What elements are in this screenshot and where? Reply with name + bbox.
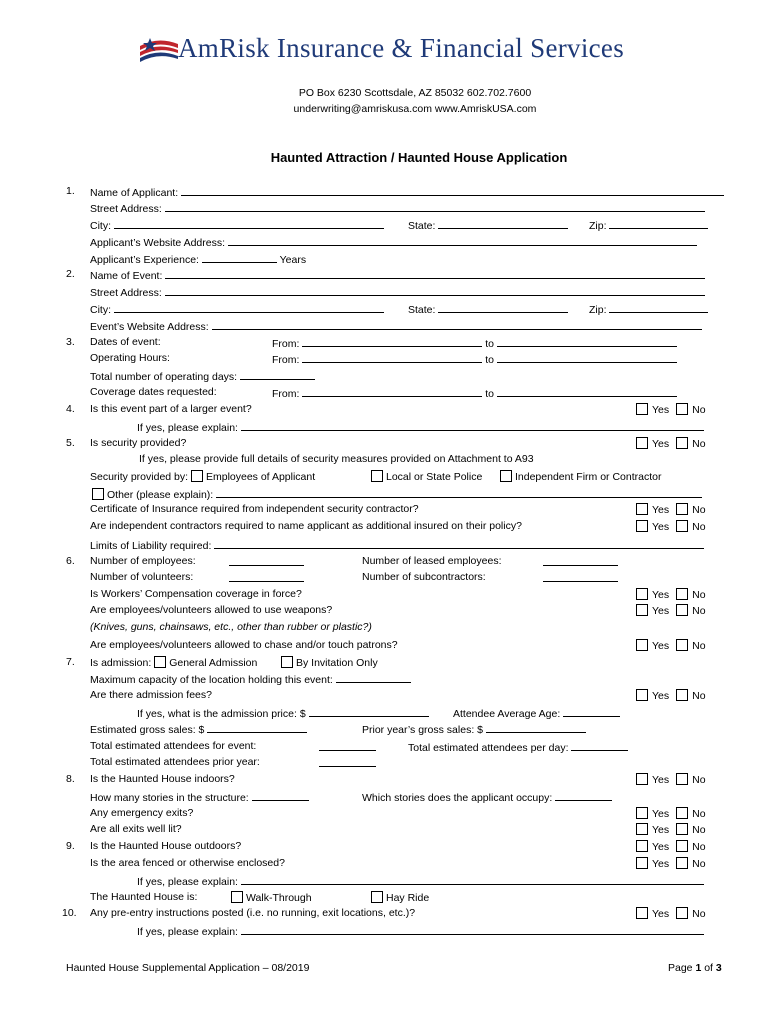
question-number: 9.: [66, 840, 75, 852]
q7-attendees-label: Total estimated attendees for event:: [90, 740, 257, 752]
yes-label: Yes: [652, 404, 670, 416]
q5-cert-label: Certificate of Insurance required from independent security contractor?: [90, 503, 419, 515]
no-label: No: [692, 841, 706, 853]
if-yes-explain-label: If yes, please explain:: [137, 422, 238, 434]
yes-checkbox[interactable]: [636, 520, 648, 532]
if-yes-explain-label: If yes, please explain:: [137, 876, 238, 888]
capacity-field[interactable]: [336, 672, 411, 683]
no-label: No: [692, 908, 706, 920]
yes-checkbox[interactable]: [636, 588, 648, 600]
event-date-from-field[interactable]: [302, 336, 482, 347]
question-number: 5.: [66, 437, 75, 449]
city-label: City:: [90, 304, 111, 316]
q1-experience-label: Applicant’s Experience:: [90, 254, 199, 266]
q2-website-label: Event’s Website Address:: [90, 321, 209, 333]
other-label: Other (please explain):: [107, 489, 214, 501]
q2-website-row: [90, 319, 702, 334]
q1-website-label: Applicant’s Website Address:: [90, 237, 226, 249]
q9-explain-field[interactable]: [241, 874, 704, 885]
state-label: State:: [408, 220, 436, 232]
no-checkbox[interactable]: [676, 639, 688, 651]
q6-chase-label: Are employees/volunteers allowed to chase and/or touch patrons?: [90, 639, 398, 651]
no-label: No: [692, 690, 706, 702]
question-number: 8.: [66, 773, 75, 785]
q2-street-row: [90, 285, 705, 300]
applicant-name-field[interactable]: [181, 185, 724, 196]
q10-explain-row: [137, 924, 704, 939]
q9-outdoors-label: Is the Haunted House outdoors?: [90, 840, 242, 852]
yes-checkbox[interactable]: [636, 807, 648, 819]
footer-title: Haunted House Supplemental Application – 08/2019: [66, 962, 310, 974]
gross-sales-field[interactable]: [207, 722, 307, 733]
q7-fees-label: Are there admission fees?: [90, 689, 212, 701]
q4-explain-field[interactable]: [241, 420, 704, 431]
q6-wc-label: Is Workers’ Compensation coverage in force?: [90, 588, 302, 600]
yes-checkbox[interactable]: [636, 639, 648, 651]
no-checkbox[interactable]: [676, 503, 688, 515]
q3-coverage-label: Coverage dates requested:: [90, 386, 217, 398]
q7-age-row: [453, 706, 620, 721]
no-label: No: [692, 504, 706, 516]
applicant-street-field[interactable]: [165, 201, 705, 212]
q7-prior-gross-label: Prior year’s gross sales: $: [362, 724, 483, 736]
walk-through-label: Walk-Through: [246, 892, 312, 904]
q7-gross-row: [90, 722, 307, 737]
q7-gross-label: Estimated gross sales: $: [90, 724, 205, 736]
police-label: Local or State Police: [386, 471, 483, 483]
q7-capacity-label: Maximum capacity of the location holding this event:: [90, 674, 333, 686]
q2-event-row: [90, 268, 705, 283]
event-street-field[interactable]: [165, 285, 705, 296]
yes-checkbox[interactable]: [636, 823, 648, 835]
question-number: 3.: [66, 336, 75, 348]
q5-limits-label: Limits of Liability required:: [90, 540, 212, 552]
question-number: 1.: [66, 185, 75, 197]
q6-weapons-label: Are employees/volunteers allowed to use weapons?: [90, 604, 333, 616]
no-checkbox[interactable]: [676, 857, 688, 869]
q9-hay-option: [371, 891, 429, 905]
q10-explain-field[interactable]: [241, 924, 704, 935]
street-label: Street Address:: [90, 203, 162, 215]
contact-line: underwriting@amriskusa.com www.AmriskUSA.com: [293, 103, 537, 115]
no-checkbox[interactable]: [676, 520, 688, 532]
question-number: 2.: [66, 268, 75, 280]
other-explain-field[interactable]: [216, 487, 702, 498]
applicant-zip-field[interactable]: [609, 218, 708, 229]
q7-prior-gross-row: [362, 722, 586, 737]
no-label: No: [692, 858, 706, 870]
q7-per-day-label: Total estimated attendees per day:: [408, 742, 569, 754]
contractor-label: Independent Firm or Contractor: [515, 471, 662, 483]
no-label: No: [692, 521, 706, 533]
no-checkbox[interactable]: [676, 807, 688, 819]
hay-ride-label: Hay Ride: [386, 892, 430, 904]
limits-field[interactable]: [214, 538, 704, 549]
q7-price-row: [137, 706, 429, 721]
question-number: 7.: [66, 656, 75, 668]
q5-addl-yes-no: [636, 520, 706, 534]
q1-zip-row: [589, 218, 708, 233]
from-label: From:: [272, 354, 300, 366]
q6-employees-label: Number of employees:: [90, 555, 196, 567]
no-label: No: [692, 808, 706, 820]
no-checkbox[interactable]: [676, 689, 688, 701]
invitation-checkbox[interactable]: [281, 656, 293, 668]
q3-days-label: Total number of operating days:: [90, 371, 238, 383]
q7-price-label: If yes, what is the admission price: $: [137, 708, 306, 720]
no-checkbox[interactable]: [676, 823, 688, 835]
q3-dates-label: Dates of event:: [90, 336, 161, 348]
q5-limits-row: [90, 538, 704, 553]
yes-label: Yes: [652, 521, 670, 533]
q9-outdoors-yes-no: [636, 840, 706, 854]
yes-label: Yes: [652, 858, 670, 870]
q7-fees-yes-no: [636, 689, 706, 703]
q8-occupy-row: [362, 790, 612, 805]
yes-label: Yes: [652, 504, 670, 516]
yes-label: Yes: [652, 824, 670, 836]
q6-subs-label: Number of subcontractors:: [362, 571, 486, 583]
q5-other-row: [92, 487, 702, 502]
q3-hours-range: [272, 352, 677, 367]
q8-indoors-yes-no: [636, 773, 706, 787]
company-logo-flag-icon: [138, 36, 180, 66]
page-current: 1: [695, 962, 702, 974]
street-label: Street Address:: [90, 287, 162, 299]
volunteers-field[interactable]: [229, 571, 304, 582]
yes-checkbox[interactable]: [636, 403, 648, 415]
yes-label: Yes: [652, 841, 670, 853]
q2-zip-row: [589, 302, 708, 317]
from-label: From:: [272, 388, 300, 400]
q8-exits-label: Any emergency exits?: [90, 807, 194, 819]
state-label: State:: [408, 304, 436, 316]
q5-label: Is security provided?: [90, 437, 187, 449]
no-label: No: [692, 404, 706, 416]
q6-weapons-note: (Knives, guns, chainsaws, etc., other than rubber or plastic?): [90, 621, 372, 633]
prior-gross-sales-field[interactable]: [486, 722, 586, 733]
hay-ride-checkbox[interactable]: [371, 891, 383, 903]
attendees-per-day-field[interactable]: [571, 740, 628, 751]
q6-volunteers-label: Number of volunteers:: [90, 571, 194, 583]
q6-leased-row: [543, 555, 618, 570]
yes-label: Yes: [652, 908, 670, 920]
event-date-to-field[interactable]: [497, 336, 677, 347]
attendees-field[interactable]: [319, 740, 376, 751]
no-label: No: [692, 438, 706, 450]
q3-hours-label: Operating Hours:: [90, 352, 170, 364]
zip-label: Zip:: [589, 220, 607, 232]
q1-experience-row: [90, 252, 306, 267]
q8-lit-label: Are all exits well lit?: [90, 823, 182, 835]
employees-field[interactable]: [229, 555, 304, 566]
q4-yes-no: [636, 403, 706, 417]
q1-website-row: [90, 235, 697, 250]
average-age-field[interactable]: [563, 706, 620, 717]
q1-name-label: Name of Applicant:: [90, 187, 179, 199]
zip-label: Zip:: [589, 304, 607, 316]
question-number: 10.: [62, 907, 77, 919]
q5-contractor-option: [500, 470, 662, 484]
q6-weapons-yes-no: [636, 604, 706, 618]
operating-days-field[interactable]: [240, 369, 315, 380]
q5-provided-by-label: Security provided by:: [90, 471, 189, 483]
q8-stories-row: [90, 790, 309, 805]
subcontractors-field[interactable]: [543, 571, 618, 582]
if-yes-explain-label: If yes, please explain:: [137, 926, 238, 938]
q1-city-row: [90, 218, 384, 233]
event-website-field[interactable]: [212, 319, 702, 330]
yes-label: Yes: [652, 808, 670, 820]
q9-explain-row: [137, 874, 704, 889]
page-total: 3: [715, 962, 722, 974]
applicant-city-field[interactable]: [114, 218, 384, 229]
q8-indoors-label: Is the Haunted House indoors?: [90, 773, 235, 785]
no-checkbox[interactable]: [676, 840, 688, 852]
no-label: No: [692, 589, 706, 601]
prior-attendees-field[interactable]: [319, 756, 376, 767]
yes-checkbox[interactable]: [636, 773, 648, 785]
employees-checkbox[interactable]: [191, 470, 203, 482]
no-label: No: [692, 824, 706, 836]
applicant-experience-field[interactable]: [202, 252, 277, 263]
no-label: No: [692, 640, 706, 652]
admission-price-field[interactable]: [309, 706, 429, 717]
q3-coverage-range: [272, 386, 677, 401]
q8-occupy-label: Which stories does the applicant occupy:: [362, 792, 553, 804]
question-number: 4.: [66, 403, 75, 415]
to-label: to: [485, 388, 495, 400]
q6-volunteers-row: [229, 571, 304, 586]
general-admission-label: General Admission: [169, 657, 258, 669]
q7-age-label: Attendee Average Age:: [453, 708, 561, 720]
coverage-from-field[interactable]: [302, 386, 482, 397]
page-title: Haunted Attraction / Haunted House Application: [270, 150, 568, 165]
q3-days-row: [90, 369, 315, 384]
city-label: City:: [90, 220, 111, 232]
hours-to-field[interactable]: [497, 352, 677, 363]
q7-admission-row: [90, 656, 257, 670]
no-checkbox[interactable]: [676, 604, 688, 616]
q5-details-note: If yes, please provide full details of security measures provided on Attachment to A93: [139, 453, 534, 465]
yes-checkbox[interactable]: [636, 437, 648, 449]
q6-employees-row: [229, 555, 304, 570]
no-checkbox[interactable]: [676, 588, 688, 600]
yes-label: Yes: [652, 690, 670, 702]
event-zip-field[interactable]: [609, 302, 708, 313]
no-checkbox[interactable]: [676, 403, 688, 415]
stories-field[interactable]: [252, 790, 309, 801]
leased-employees-field[interactable]: [543, 555, 618, 566]
q7-prior-att-row: [319, 756, 376, 771]
no-checkbox[interactable]: [676, 907, 688, 919]
q2-city-row: [90, 302, 384, 317]
walk-through-checkbox[interactable]: [231, 891, 243, 903]
yes-checkbox[interactable]: [636, 857, 648, 869]
q7-capacity-row: [90, 672, 411, 687]
q6-subs-row: [543, 571, 618, 586]
q9-type-label: The Haunted House is:: [90, 891, 198, 903]
q8-exits-yes-no: [636, 807, 706, 821]
hours-from-field[interactable]: [302, 352, 482, 363]
yes-label: Yes: [652, 589, 670, 601]
q10-label: Any pre-entry instructions posted (i.e. no running, exit locations, etc.)?: [90, 907, 416, 919]
no-checkbox[interactable]: [676, 773, 688, 785]
address-line: PO Box 6230 Scottsdale, AZ 85032 602.702.7600: [298, 87, 532, 99]
event-name-field[interactable]: [165, 268, 705, 279]
q1-name-row: [90, 185, 724, 200]
q8-lit-yes-no: [636, 823, 706, 837]
q5-addl-label: Are independent contractors required to name applicant as additional insured on their policy?: [90, 520, 522, 532]
q7-admission-label: Is admission:: [90, 657, 152, 669]
q9-walk-option: [231, 891, 312, 905]
police-checkbox[interactable]: [371, 470, 383, 482]
event-city-field[interactable]: [114, 302, 384, 313]
company-name: AmRisk Insurance & Financial Services: [178, 33, 624, 63]
years-label: Years: [279, 254, 307, 266]
page-number: [668, 962, 722, 975]
invitation-label: By Invitation Only: [296, 657, 378, 669]
yes-checkbox[interactable]: [636, 689, 648, 701]
q5-provided-by-row: [90, 470, 315, 484]
to-label: to: [485, 338, 495, 350]
q5-yes-no: [636, 437, 706, 451]
q10-yes-no: [636, 907, 706, 921]
no-label: No: [692, 774, 706, 786]
yes-checkbox[interactable]: [636, 604, 648, 616]
yes-label: Yes: [652, 605, 670, 617]
yes-checkbox[interactable]: [636, 907, 648, 919]
q7-invite-option: [281, 656, 378, 670]
contractor-checkbox[interactable]: [500, 470, 512, 482]
applicant-website-field[interactable]: [228, 235, 697, 246]
q8-stories-label: How many stories in the structure:: [90, 792, 249, 804]
page-prefix: Page: [668, 962, 696, 974]
event-state-field[interactable]: [438, 302, 568, 313]
general-admission-checkbox[interactable]: [154, 656, 166, 668]
other-checkbox[interactable]: [92, 488, 104, 500]
yes-label: Yes: [652, 774, 670, 786]
yes-label: Yes: [652, 438, 670, 450]
q9-fenced-label: Is the area fenced or otherwise enclosed?: [90, 857, 285, 869]
occupied-stories-field[interactable]: [555, 790, 612, 801]
coverage-to-field[interactable]: [497, 386, 677, 397]
question-number: 6.: [66, 555, 75, 567]
to-label: to: [485, 354, 495, 366]
q6-chase-yes-no: [636, 639, 706, 653]
q1-street-row: [90, 201, 705, 216]
yes-checkbox[interactable]: [636, 503, 648, 515]
from-label: From:: [272, 338, 300, 350]
employees-label: Employees of Applicant: [205, 471, 316, 483]
no-label: No: [692, 605, 706, 617]
q2-event-label: Name of Event:: [90, 270, 163, 282]
q7-per-day-row: [408, 740, 628, 755]
q5-cert-yes-no: [636, 503, 706, 517]
q5-police-option: [371, 470, 482, 484]
q4-label: Is this event part of a larger event?: [90, 403, 252, 415]
q7-prior-att-label: Total estimated attendees prior year:: [90, 756, 260, 768]
yes-checkbox[interactable]: [636, 840, 648, 852]
no-checkbox[interactable]: [676, 437, 688, 449]
applicant-state-field[interactable]: [438, 218, 568, 229]
q1-state-row: [408, 218, 568, 233]
q9-fenced-yes-no: [636, 857, 706, 871]
q7-attendees-row: [319, 740, 376, 755]
page-of: of: [701, 962, 716, 974]
q6-leased-label: Number of leased employees:: [362, 555, 502, 567]
q3-dates-range: [272, 336, 677, 351]
q4-explain-row: [137, 420, 704, 435]
q2-state-row: [408, 302, 568, 317]
yes-label: Yes: [652, 640, 670, 652]
q6-wc-yes-no: [636, 588, 706, 602]
